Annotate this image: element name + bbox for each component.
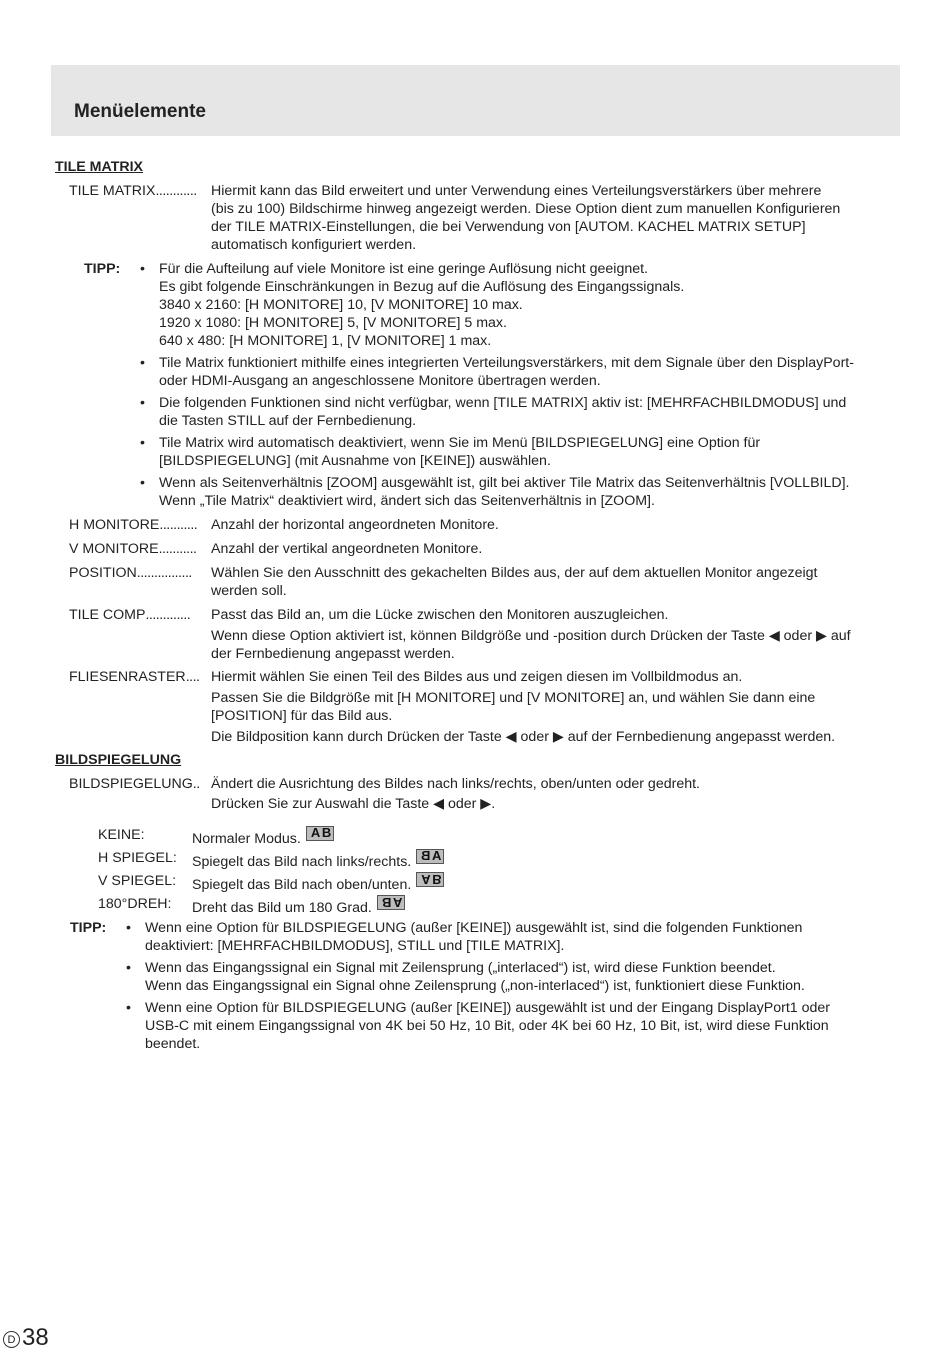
- entry-term: BILDSPIEGELUNG..: [69, 776, 200, 792]
- list-item: • Wenn das Eingangssignal ein Signal mit Zeilensprung („interlaced“) ist, wird diese Funktion beendet. Wenn das Eingangssignal ein Signal ohne Zeilensprung („non-interlaced“) ist, funktioniert diese Funktion.: [126, 960, 805, 994]
- list-item: • Für die Aufteilung auf viele Monitore ist eine geringe Auflösung nicht geeignet. Es gibt folgende Einschränkungen in Bezug auf die Auflösung des Eingangssignals. 3840 x 2160: [H MONITORE] 10, [V MONITORE] 10 max. 1920 x 1080: [H MONITORE] 5, [V MONITORE] 5 max. 640 x 480: [H MONITORE] 1, [V MONITORE] 1 max.: [140, 261, 685, 349]
- entry-description: Ändert die Ausrichtung des Bildes nach links/rechts, oben/unten oder gedreht. Drücken Sie zur Auswahl die Taste ◀ oder ▶.: [211, 776, 700, 812]
- entry-term: V MONITORE...........: [69, 541, 197, 557]
- entry-description: Anzahl der vertikal angeordneten Monitore.: [211, 541, 483, 557]
- tipp-list: [140, 260, 899, 514]
- list-item: • Die folgenden Funktionen sind nicht verfügbar, wenn [TILE MATRIX] aktiv ist: [MEHRFACHBILDMODUS] und die Tasten STILL auf der Fernbedienung.: [140, 395, 847, 429]
- entry-term: POSITION................: [69, 565, 192, 581]
- entry-term: FLIESENRASTER....: [69, 669, 200, 685]
- tipp-label: TIPP:: [84, 261, 121, 277]
- bildspiegelung-heading: BILDSPIEGELUNG: [55, 752, 182, 768]
- list-item: • Tile Matrix funktioniert mithilfe eines integrierten Verteilungsverstärkers, mit dem Signale über den DisplayPort- oder HDMI-Ausgang an angeschlossene Monitore übertragen werden.: [140, 355, 854, 389]
- list-item: • Wenn eine Option für BILDSPIEGELUNG (außer [KEINE]) ausgewählt ist und der Eingang DisplayPort1 oder USB-C mit einem Eingangssignal von 4K bei 50 Hz, 10 Bit, oder 4K bei 60 Hz, 10 Bit, ist, wird diese Funktion beendet.: [126, 1000, 831, 1052]
- section-header-band: [51, 65, 900, 136]
- entry-description: Hiermit wählen Sie einen Teil des Bildes aus und zeigen diesen im Vollbildmodus an. Passen Sie die Bildgröße mit [H MONITORE] und [V MONITORE] an, und wählen Sie dann eine [POSITION] für das Bild aus. Die Bildposition kann durch Drücken der Taste ◀ oder ▶ auf der Fernbedienung angepasst werden.: [211, 669, 836, 745]
- tile-matrix-heading: TILE MATRIX: [55, 159, 144, 175]
- entry-term: TILE COMP.............: [69, 607, 191, 623]
- ab-rotated-icon: A B: [377, 895, 405, 910]
- tipp-list: [126, 919, 895, 1057]
- entry-description: Hiermit kann das Bild erweitert und unter Verwendung eines Verteilungsverstärkers über mehrere (bis zu 100) Bildschirme hinweg angezeigt werden. Diese Option dient zum manuellen Konfigurieren der TILE MATRIX-Einstellungen, die bei Verwendung von [AUTOM. KACHEL MATRIX SETUP] automatisch konfiguriert werden.: [211, 183, 841, 253]
- page-number: D 38: [3, 1325, 49, 1351]
- ab-mirrored-vertical-icon: A B: [416, 872, 444, 887]
- page-title: Menüelemente: [74, 101, 206, 122]
- tipp-label: TIPP:: [70, 920, 107, 936]
- list-item: • Tile Matrix wird automatisch deaktiviert, wenn Sie im Menü [BILDSPIEGELUNG] eine Option für [BILDSPIEGELUNG] (mit Ausnahme von [KEINE]) auswählen.: [140, 435, 761, 469]
- region-mark-icon: D: [3, 1331, 20, 1348]
- ab-normal-icon: A B: [306, 826, 334, 841]
- entry-description: Wählen Sie den Ausschnitt des gekachelten Bildes aus, der auf dem aktuellen Monitor angezeigt werden soll.: [211, 565, 818, 599]
- entry-term: TILE MATRIX............: [69, 183, 197, 199]
- entry-description: Passt das Bild an, um die Lücke zwischen den Monitoren auszugleichen. Wenn diese Option aktiviert ist, können Bildgröße und -position durch Drücken der Taste ◀ oder ▶ auf der Fernbedienung angepasst werden.: [211, 607, 851, 662]
- entry-description: Anzahl der horizontal angeordneten Monitore.: [211, 517, 499, 533]
- entry-term: H MONITORE...........: [69, 517, 198, 533]
- ab-mirrored-horizontal-icon: A B: [416, 849, 444, 864]
- list-item: • Wenn eine Option für BILDSPIEGELUNG (außer [KEINE]) ausgewählt ist, sind die folgenden Funktionen deaktiviert: [MEHRFACHBILDMODUS], STILL und [TILE MATRIX].: [126, 920, 803, 954]
- list-item: • Wenn als Seitenverhältnis [ZOOM] ausgewählt ist, gilt bei aktiver Tile Matrix das Seitenverhältnis [VOLLBILD]. Wenn „Tile Matrix“ deaktiviert wird, ändert sich das Seitenverhältnis in [ZOOM].: [140, 475, 850, 509]
